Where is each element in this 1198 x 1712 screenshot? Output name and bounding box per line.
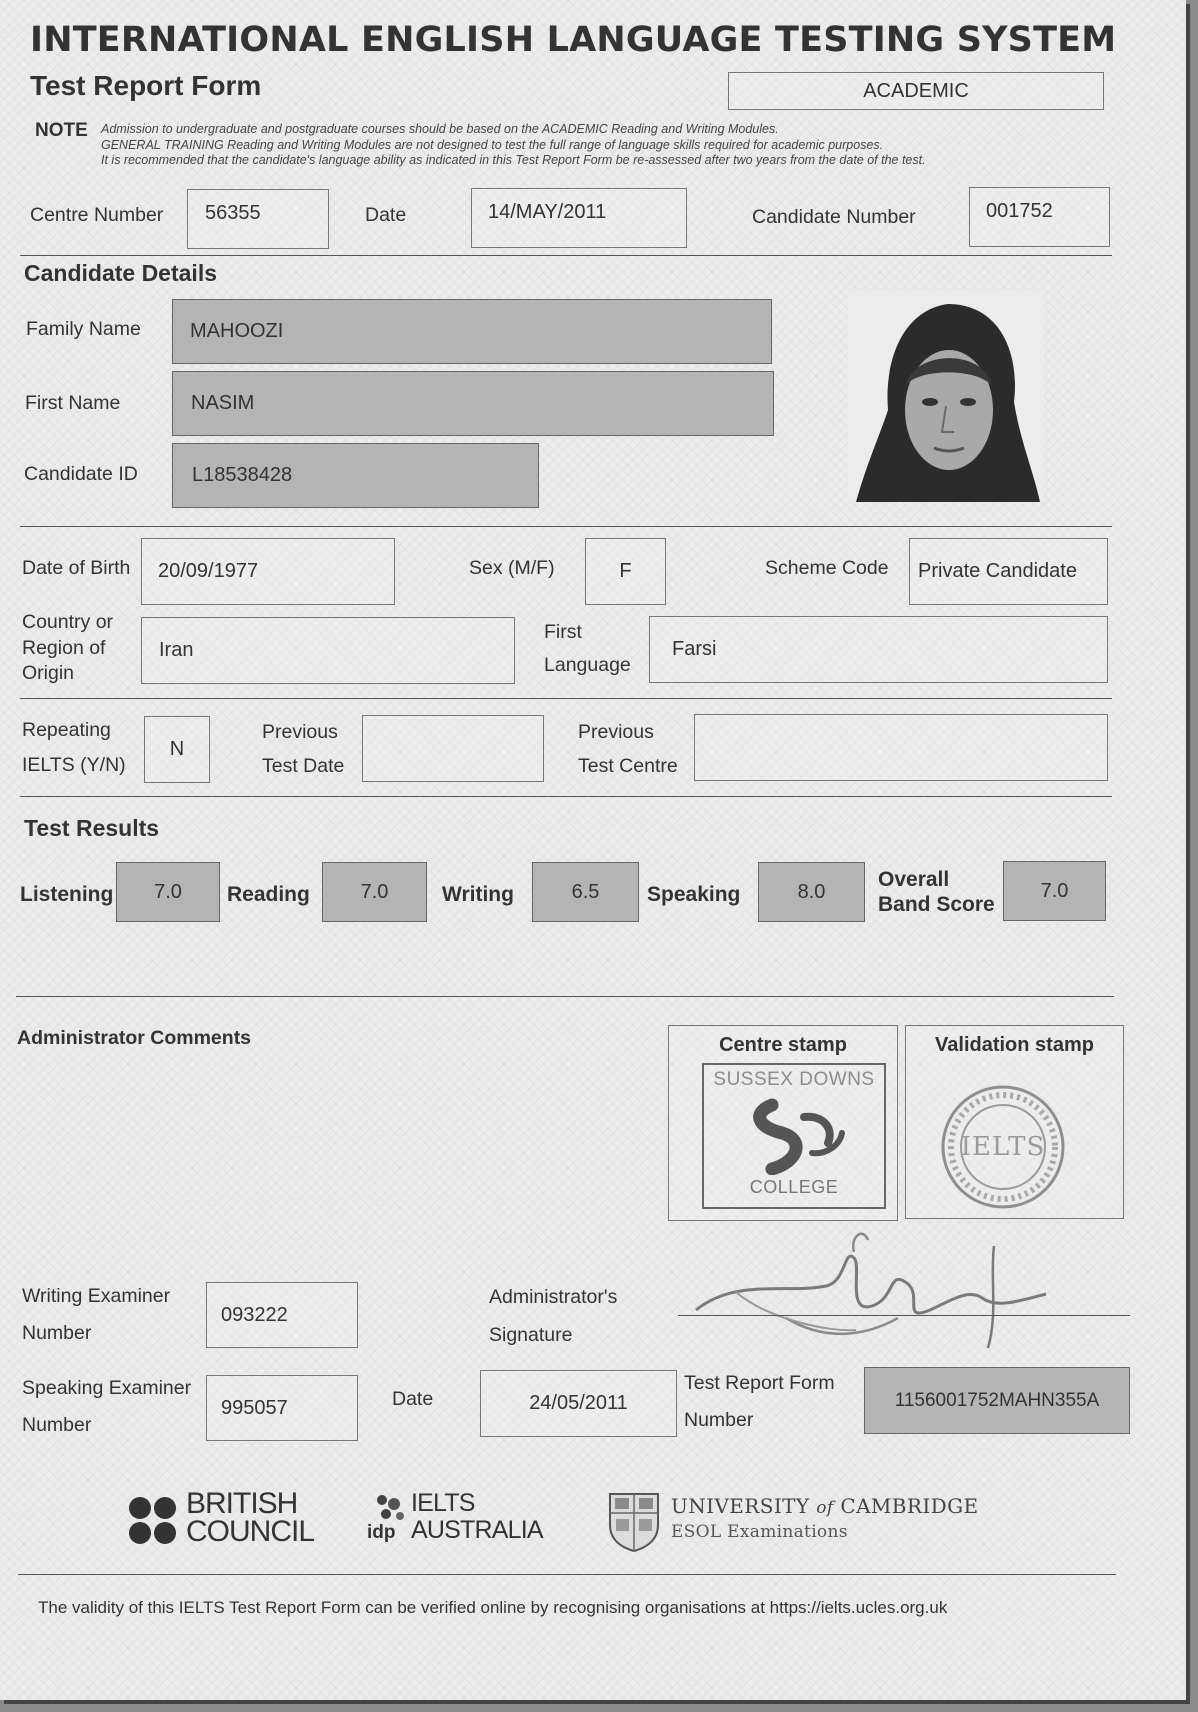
country-value: Iran [159, 639, 194, 661]
issue-date-label: Date [392, 1388, 434, 1410]
issue-date-box [480, 1370, 677, 1437]
candidate-number-value: 001752 [986, 200, 1053, 222]
scheme-code-value: Private Candidate [918, 560, 1077, 582]
test-results-heading: Test Results [24, 815, 160, 841]
speaking-examiner-label [22, 1370, 191, 1444]
first-name-value: NASIM [191, 392, 255, 414]
cambridge-crest-icon [607, 1491, 661, 1553]
sex-label: Sex (M/F) [469, 557, 555, 579]
ielts-australia-wordmark [411, 1490, 543, 1544]
first-language-box [649, 616, 1108, 683]
first-language-label-line: First [544, 621, 582, 643]
idp-globe-icon [372, 1492, 412, 1522]
cambridge-word: CAMBRIDGE [840, 1494, 979, 1518]
country-label [22, 610, 113, 687]
validation-stamp-text: IELTS [960, 1132, 1046, 1162]
country-label-line: Region of [22, 636, 106, 659]
administrator-comments-label: Administrator Comments [17, 1027, 252, 1049]
repeating-label-line: Repeating [22, 719, 111, 741]
issue-date-value: 24/05/2011 [529, 1392, 628, 1414]
ielts-australia-line: IELTS [411, 1489, 475, 1517]
centre-stamp-text: COLLEGE [749, 1177, 839, 1197]
overall-score: 7.0 [1040, 879, 1069, 902]
centre-number-box [187, 189, 329, 249]
centre-number-label: Centre Number [30, 204, 164, 226]
repeating-value: N [169, 738, 185, 760]
listening-score-box [116, 862, 220, 922]
centre-stamp-label: Centre stamp [719, 1034, 847, 1056]
speaking-score: 8.0 [797, 880, 826, 903]
country-box [141, 617, 515, 684]
writing-examiner-label-line: Number [22, 1322, 92, 1344]
repeating-box [144, 716, 210, 783]
prev-test-centre-box [694, 714, 1108, 781]
administrator-signature-label [489, 1278, 617, 1354]
cambridge-esol-label: ESOL Examinations [671, 1522, 848, 1542]
trf-number-box [864, 1367, 1130, 1434]
speaking-examiner-label-line: Number [22, 1414, 92, 1436]
first-language-label [544, 616, 631, 682]
date-label: Date [365, 204, 407, 226]
prev-test-date-box [362, 715, 544, 782]
dob-box [141, 538, 395, 605]
prev-test-date-label-line: Previous [262, 721, 338, 743]
candidate-number-label: Candidate Number [752, 206, 916, 228]
speaking-examiner-label-line: Speaking Examiner [22, 1377, 192, 1399]
reading-score-box [322, 862, 427, 922]
first-name-box [172, 371, 774, 436]
british-council-line: COUNCIL [186, 1515, 315, 1548]
centre-stamp-seal [702, 1063, 886, 1209]
candidate-id-label: Candidate ID [24, 463, 138, 485]
first-name-label: First Name [25, 392, 121, 414]
writing-label: Writing [442, 883, 514, 906]
first-language-value: Farsi [672, 638, 717, 660]
speaking-examiner-value: 995057 [221, 1396, 288, 1419]
centre-stamp-text: SUSSEX DOWNS [713, 1069, 875, 1090]
listening-label: Listening [20, 883, 114, 906]
divider [18, 1574, 1116, 1575]
cambridge-word: of [816, 1498, 834, 1518]
reading-score: 7.0 [360, 880, 389, 903]
cambridge-wordmark [671, 1494, 978, 1518]
family-name-value: MAHOOZI [190, 320, 284, 342]
overall-label-line: Overall [878, 868, 950, 891]
overall-score-box [1003, 861, 1106, 921]
divider [20, 255, 1112, 256]
writing-score: 6.5 [571, 880, 600, 903]
divider [20, 698, 1112, 699]
country-label-line: Origin [22, 662, 75, 685]
administrator-signature [676, 1218, 1056, 1366]
dob-label: Date of Birth [22, 557, 131, 579]
family-name-label: Family Name [26, 318, 141, 340]
note-line-3: It is recommended that the candidate's language ability as indicated in this Test Report Form be re-assessed after two years from the date of the test. [101, 153, 926, 167]
prev-test-centre-label-line: Test Centre [578, 755, 678, 777]
scheme-code-box [909, 538, 1108, 605]
writing-examiner-box [206, 1282, 358, 1348]
speaking-score-box [758, 862, 865, 922]
british-council-logo-icon [128, 1496, 180, 1546]
ielts-australia-line: AUSTRALIA [411, 1516, 543, 1544]
trf-number-label-line: Test Report Form [684, 1372, 835, 1394]
british-council-line: BRITISH [186, 1487, 298, 1520]
module-value: ACADEMIC [863, 79, 969, 102]
candidate-details-heading: Candidate Details [24, 260, 217, 286]
trf-number-label [684, 1365, 835, 1439]
speaking-examiner-box [206, 1375, 358, 1441]
note-label: NOTE [35, 120, 88, 141]
test-date-box [471, 188, 687, 248]
repeating-label-line: IELTS (Y/N) [22, 754, 126, 776]
repeating-label [22, 713, 126, 783]
idp-label: idp [367, 1522, 396, 1543]
administrator-signature-label-line: Administrator's [489, 1286, 618, 1308]
validation-stamp-label: Validation stamp [935, 1034, 1094, 1056]
form-subtitle: Test Report Form [30, 70, 262, 101]
candidate-id-value: L18538428 [192, 464, 293, 486]
footer-validity-text: The validity of this IELTS Test Report Form can be verified online by recognising organisations at https://ielts.ucles.org.uk [38, 1598, 948, 1617]
module-box [728, 72, 1104, 110]
prev-test-centre-label-line: Previous [578, 721, 654, 743]
trf-number-label-line: Number [684, 1409, 754, 1431]
test-date-value: 14/MAY/2011 [488, 201, 607, 223]
writing-score-box [532, 862, 639, 922]
writing-examiner-label [22, 1278, 170, 1352]
trf-number-value: 1156001752MAHN355A [894, 1389, 1100, 1411]
divider [16, 996, 1114, 997]
divider [20, 796, 1112, 797]
sex-box [585, 538, 666, 605]
sussex-downs-logo-icon [742, 1095, 852, 1175]
prev-test-date-label [262, 715, 344, 783]
note-text [101, 122, 1101, 169]
administrator-signature-label-line: Signature [489, 1324, 573, 1346]
prev-test-centre-label [578, 715, 678, 783]
reading-label: Reading [227, 883, 310, 906]
cambridge-word: UNIVERSITY [671, 1494, 810, 1518]
overall-label-line: Band Score [878, 893, 995, 916]
family-name-box [172, 299, 772, 364]
prev-test-date-label-line: Test Date [262, 755, 345, 777]
overall-label [878, 867, 995, 917]
country-label-line: Country or [22, 611, 114, 633]
writing-examiner-value: 093222 [221, 1303, 288, 1326]
speaking-label: Speaking [647, 883, 741, 906]
note-line-1: Admission to undergraduate and postgraduate courses should be based on the ACADEMIC Reading and Writing Modules. [101, 122, 779, 136]
british-council-wordmark [186, 1487, 315, 1548]
note-line-2: GENERAL TRAINING Reading and Writing Modules are not designed to test the full range of language skills required for academic purposes. [101, 137, 884, 152]
centre-number-value: 56355 [205, 202, 261, 224]
divider [20, 526, 1112, 527]
candidate-photo [848, 290, 1044, 502]
scheme-code-label: Scheme Code [765, 557, 889, 579]
candidate-number-box [969, 187, 1110, 247]
form-title: INTERNATIONAL ENGLISH LANGUAGE TESTING SYSTEM [30, 20, 1117, 60]
listening-score: 7.0 [154, 880, 182, 903]
dob-value: 20/09/1977 [158, 560, 259, 582]
centre-stamp-box [668, 1025, 898, 1221]
validation-stamp-box [905, 1025, 1124, 1219]
writing-examiner-label-line: Writing Examiner [22, 1285, 171, 1307]
signature-line [678, 1315, 1130, 1316]
candidate-id-box [172, 443, 539, 508]
sex-value: F [619, 560, 632, 582]
first-language-label-line: Language [544, 654, 631, 676]
